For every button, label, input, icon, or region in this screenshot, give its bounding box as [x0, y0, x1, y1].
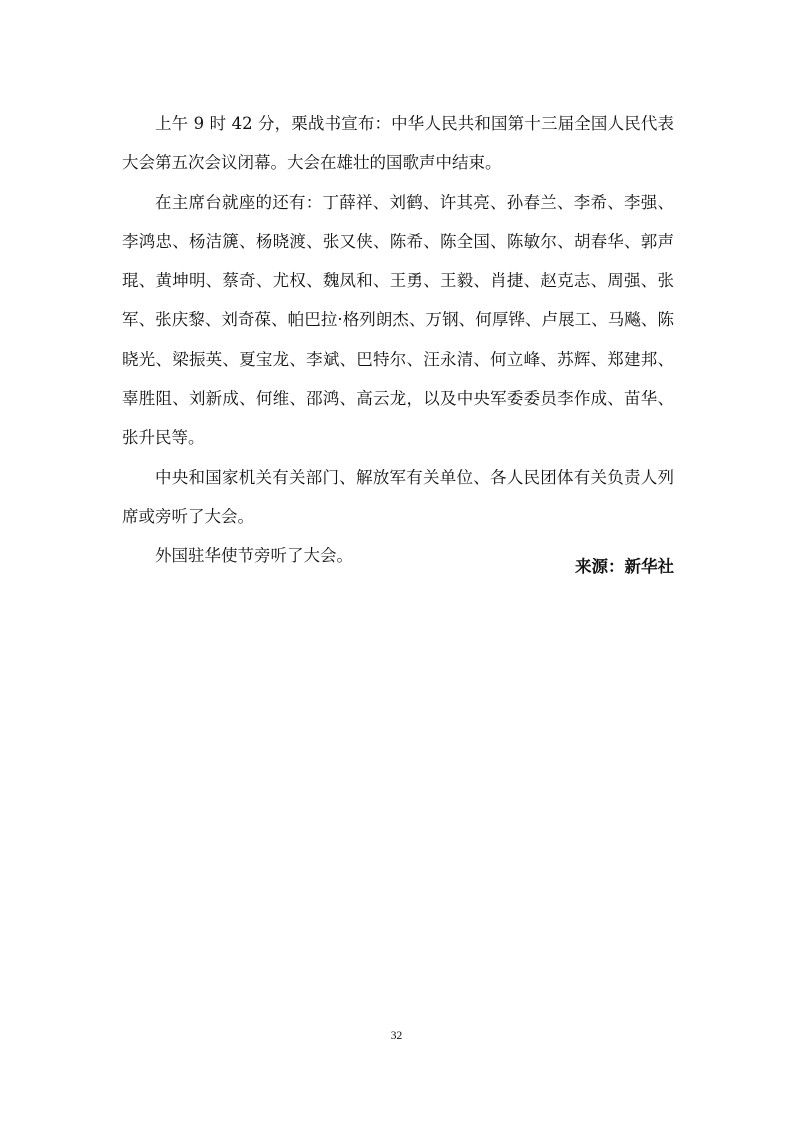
page-number: 32 [390, 1030, 403, 1042]
paragraph-closing-announcement: 上午 9 时 42 分，栗战书宣布：中华人民共和国第十三届全国人民代表大会第五次会议闭幕。大会在雄壮的国歌声中结束。 [122, 114, 674, 173]
paragraph-presidium-attendees: 在主席台就座的还有：丁薛祥、刘鹤、许其亮、孙春兰、李希、李强、李鸿忠、杨洁篪、杨晓渡、张又侠、陈希、陈全国、陈敏尔、胡春华、郭声琨、黄坤明、蔡奇、尤权、魏凤和、王勇、王毅、肖捷、赵克志、周强、张军、张庆黎、刘奇葆、帕巴拉·格列朗杰、万钢、何厚铧、卢展工、马飚、陈晓光、梁振英、夏宝龙、李斌、巴特尔、汪永清、何立峰、苏辉、郑建邦、辜胜阻、刘新成、何维、邵鸿、高云龙，以及中央军委委员李作成、苗华、张升民等。 [122, 192, 674, 448]
paragraph-foreign-envoys: 外国驻华使节旁听了大会。 [155, 546, 353, 566]
source-attribution: 来源：新华社 [575, 557, 674, 576]
paragraph-officials-attendance: 中央和国家机关有关部门、解放军有关单位、各人民团体有关负责人列席或旁听了大会。 [122, 467, 674, 526]
article-body [122, 104, 674, 576]
